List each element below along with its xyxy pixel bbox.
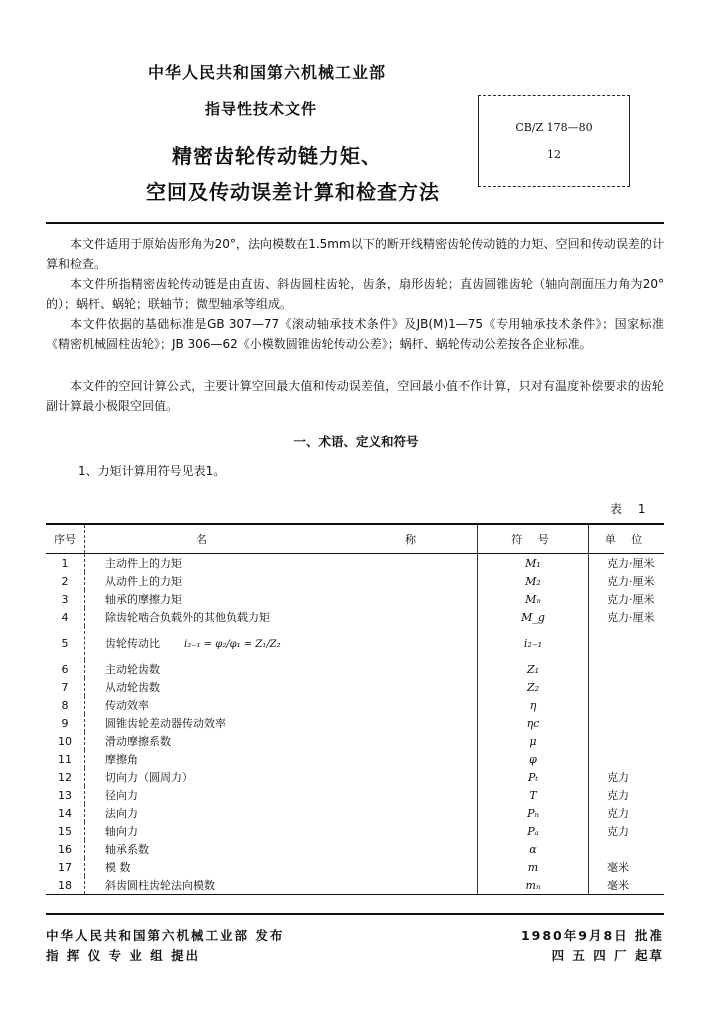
row-symbol: φ	[478, 750, 589, 768]
row-name	[85, 590, 478, 608]
row-unit	[589, 660, 665, 678]
row-unit: 克力·厘米	[607, 575, 655, 588]
row-number: 17	[46, 858, 85, 876]
row-unit: 克力·厘米	[607, 611, 655, 624]
row-number: 10	[46, 732, 85, 750]
row-unit: 克力	[607, 807, 629, 820]
row-unit: 毫米	[589, 876, 665, 895]
table-row	[46, 840, 664, 858]
row-name	[85, 696, 478, 714]
row-name-text: 径向力	[105, 789, 138, 802]
row-name	[85, 714, 478, 732]
header-symbol: 符 号	[478, 524, 589, 554]
title-line-2: 空回及传动误差计算和检查方法	[146, 180, 440, 204]
row-name-text: 齿轮传动比	[105, 637, 160, 650]
paragraph-standards: 本文件依据的基础标准是GB 307—77《滚动轴承技术条件》及JB(M)1—75《专用轴承技术条件》；国家标准《精密机械圆柱齿轮》；JB 306—62《小模数圆锥齿轮传动公差》；蜗杆、蜗轮传动公差按各企业标准。	[46, 317, 664, 351]
row-name-text: 切向力（圆周力）	[105, 771, 193, 784]
row-name-text: 主动轮齿数	[105, 663, 160, 676]
row-unit	[589, 678, 665, 696]
row-name-text: 从动轮齿数	[105, 681, 160, 694]
row-number: 11	[46, 750, 85, 768]
row-number: 12	[46, 768, 85, 786]
footer-drafter: 四 五 四 厂 起草	[551, 948, 664, 963]
footer-approved: 1980年9月8日 批准	[520, 928, 664, 943]
table-row	[46, 786, 664, 804]
row-name-text: 法向力	[105, 807, 138, 820]
standard-number-box	[478, 95, 630, 187]
row-symbol: Z₁	[478, 660, 589, 678]
header-unit: 单 位	[589, 524, 665, 554]
row-name	[85, 840, 478, 858]
row-name	[85, 678, 478, 696]
row-number: 4	[46, 608, 85, 626]
row-unit	[589, 626, 665, 660]
row-symbol: ηc	[478, 714, 589, 732]
row-symbol: Pₜ	[478, 768, 589, 786]
row-symbol: i₂₋₁	[478, 626, 589, 660]
table-row	[46, 858, 664, 876]
page-number: 12	[547, 148, 561, 161]
row-symbol: mₙ	[478, 876, 589, 895]
header-name-part2: 称	[405, 533, 416, 546]
table-row	[46, 608, 664, 626]
row-unit	[589, 732, 665, 750]
table-row	[46, 678, 664, 696]
row-name	[85, 786, 478, 804]
table-header-row	[46, 524, 664, 554]
row-name-text: 传动效率	[105, 699, 149, 712]
row-number: 2	[46, 572, 85, 590]
row-number: 16	[46, 840, 85, 858]
row-name-text: 滑动摩擦系数	[105, 735, 171, 748]
header-name	[85, 524, 478, 554]
row-symbol: α	[478, 840, 589, 858]
row-symbol: Pₙ	[478, 804, 589, 822]
row-number: 13	[46, 786, 85, 804]
section-heading: 一、术语、定义和符号	[293, 434, 419, 449]
row-name-text: 从动件上的力矩	[105, 575, 182, 588]
row-number: 7	[46, 678, 85, 696]
table-row	[46, 572, 664, 590]
row-name-text: 模 数	[105, 861, 131, 874]
header-no: 序号	[46, 524, 85, 554]
row-number: 15	[46, 822, 85, 840]
paragraph-backlash: 本文件的空回计算公式，主要计算空回最大值和传动误差值，空回最小值不作计算，只对有温度补偿要求的齿轮副计算最小极限空回值。	[46, 379, 664, 413]
ministry-name: 中华人民共和国第六机械工业部	[148, 63, 387, 82]
paragraph-scope: 本文件适用于原始齿形角为20°，法向模数在1.5mm以下的断开线精密齿轮传动链的力矩、空回和传动误差的计算和检查。	[46, 237, 664, 271]
row-unit: 克力	[607, 771, 629, 784]
title-line-1: 精密齿轮传动链力矩、	[172, 144, 382, 168]
row-symbol: M_g	[478, 608, 589, 626]
row-unit: 克力·厘米	[607, 557, 655, 570]
row-name	[85, 804, 478, 822]
row-symbol: Mₙ	[478, 590, 589, 608]
row-name	[85, 572, 478, 590]
table-row	[46, 660, 664, 678]
table-row	[46, 732, 664, 750]
table-row	[46, 750, 664, 768]
symbol-table	[46, 523, 664, 895]
table-row	[46, 768, 664, 786]
table-row	[46, 626, 664, 660]
header-divider	[46, 222, 664, 224]
row-number: 3	[46, 590, 85, 608]
row-symbol: η	[478, 696, 589, 714]
row-name	[85, 750, 478, 768]
row-symbol: m	[478, 858, 589, 876]
row-name	[85, 768, 478, 786]
paragraph-composition: 本文件所指精密齿轮传动链是由直齿、斜齿圆柱齿轮，齿条，扇形齿轮；直齿圆锥齿轮（轴向剖面压力角为20°的）；蜗杆、蜗轮；联轴节；微型轴承等组成。	[46, 277, 664, 311]
row-name	[85, 822, 478, 840]
row-unit	[589, 714, 665, 732]
footer-publisher: 中华人民共和国第六机械工业部 发布	[46, 928, 285, 943]
row-name-text: 轴承的摩擦力矩	[105, 593, 182, 606]
list-item-1: 1、力矩计算用符号见表1。	[78, 464, 226, 478]
row-name	[85, 626, 478, 660]
table-row	[46, 696, 664, 714]
row-name-text: 圆锥齿轮差动器传动效率	[105, 717, 226, 730]
table-row	[46, 822, 664, 840]
row-name-text: 斜齿圆柱齿轮法向模数	[105, 879, 215, 892]
standard-code: CB/Z 178—80	[515, 121, 593, 134]
row-name-text: 除齿轮啮合负载外的其他负载力矩	[105, 611, 270, 624]
row-symbol: μ	[478, 732, 589, 750]
row-number: 6	[46, 660, 85, 678]
row-name-text: 轴向力	[105, 825, 138, 838]
row-name	[85, 732, 478, 750]
row-unit	[589, 696, 665, 714]
row-name	[85, 876, 478, 895]
row-unit: 克力·厘米	[607, 593, 655, 606]
footer-divider	[46, 913, 664, 915]
row-name-text: 主动件上的力矩	[105, 557, 182, 570]
row-symbol: Z₂	[478, 678, 589, 696]
row-symbol: M₂	[478, 572, 589, 590]
table-row	[46, 554, 664, 573]
row-name	[85, 608, 478, 626]
row-number: 14	[46, 804, 85, 822]
row-name	[85, 660, 478, 678]
row-name-text: 轴承系数	[105, 843, 149, 856]
row-symbol: T	[478, 786, 589, 804]
row-number: 1	[46, 554, 85, 573]
document-type: 指导性技术文件	[205, 100, 318, 118]
header-name-part1: 名	[196, 533, 207, 546]
table-row	[46, 876, 664, 895]
row-symbol: Pₐ	[478, 822, 589, 840]
row-number: 18	[46, 876, 85, 895]
row-name-text: 摩擦角	[105, 753, 138, 766]
row-number: 5	[46, 626, 85, 660]
table-row	[46, 714, 664, 732]
row-name	[85, 858, 478, 876]
row-name	[85, 554, 478, 573]
row-unit: 克力	[607, 825, 629, 838]
row-number: 9	[46, 714, 85, 732]
row-unit	[589, 840, 665, 858]
footer-proposer: 指 挥 仪 专 业 组 提出	[46, 948, 201, 963]
table-label: 表 1	[610, 502, 652, 516]
row-unit: 克力	[607, 789, 629, 802]
table-row	[46, 804, 664, 822]
gear-ratio-formula: i₂₋₁ = φ₂/φ₁ = Z₁/Z₂	[184, 638, 281, 650]
row-unit: 毫米	[607, 861, 629, 874]
row-symbol: M₁	[478, 554, 589, 573]
row-number: 8	[46, 696, 85, 714]
row-unit	[589, 750, 665, 768]
table-row	[46, 590, 664, 608]
